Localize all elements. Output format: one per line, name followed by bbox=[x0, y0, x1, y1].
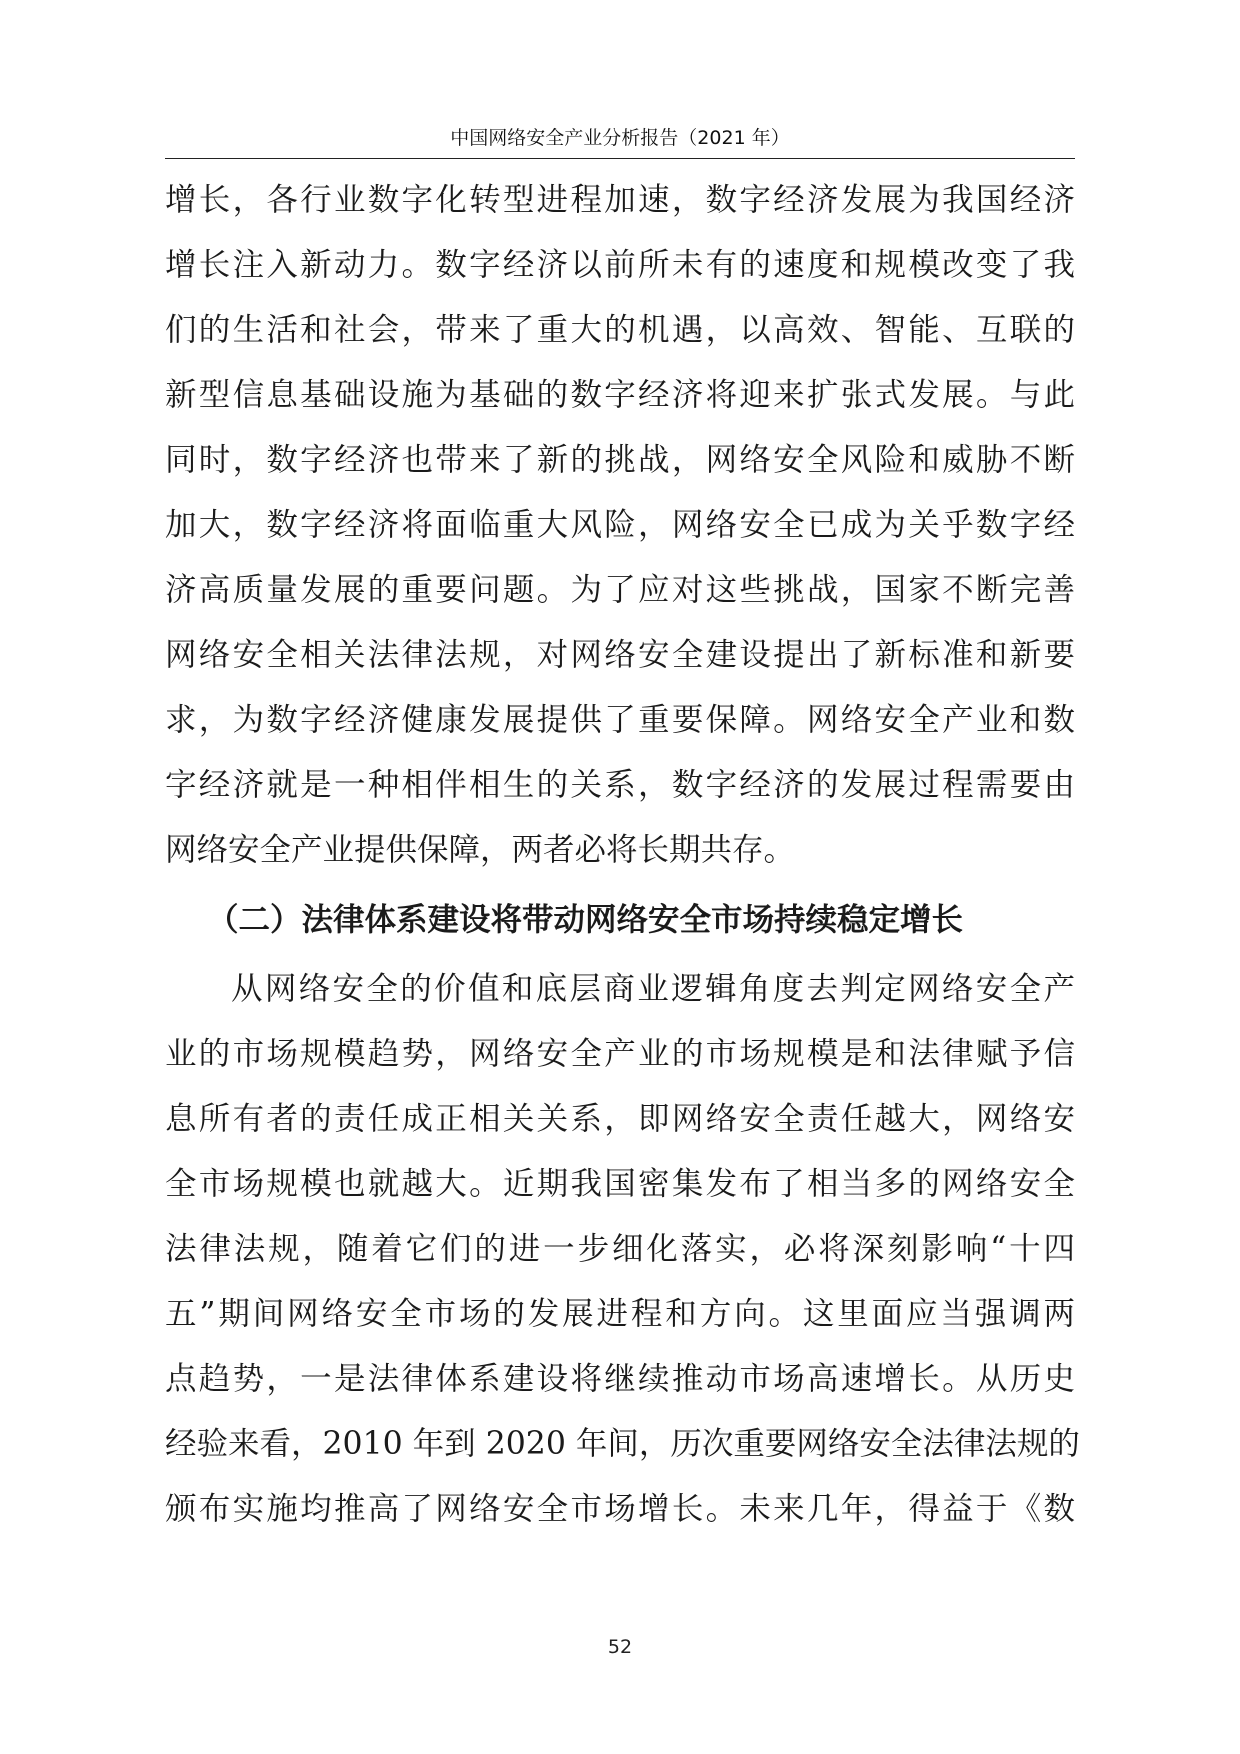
text-line: 济高质量发展的重要问题。为了应对这些挑战，国家不断完善 bbox=[165, 572, 1075, 608]
text-line: 们的生活和社会，带来了重大的机遇，以高效、智能、互联的 bbox=[165, 312, 1075, 348]
text-line: 从网络安全的价值和底层商业逻辑角度去判定网络安全产 bbox=[231, 971, 1075, 1007]
text-line: 求，为数字经济健康发展提供了重要保障。网络安全产业和数 bbox=[165, 702, 1075, 738]
text-line: 五”期间网络安全市场的发展进程和方向。这里面应当强调两 bbox=[165, 1296, 1075, 1332]
text-line: 颁布实施均推高了网络安全市场增长。未来几年，得益于《数 bbox=[165, 1491, 1075, 1527]
text-line: 增长，各行业数字化转型进程加速，数字经济发展为我国经济 bbox=[165, 182, 1075, 218]
text-line: 增长注入新动力。数字经济以前所未有的速度和规模改变了我 bbox=[165, 247, 1075, 283]
text-line: 加大，数字经济将面临重大风险，网络安全已成为关乎数字经 bbox=[165, 507, 1075, 543]
paragraph-1 bbox=[165, 168, 1075, 883]
text-line: 法律法规，随着它们的进一步细化落实，必将深刻影响“十四 bbox=[165, 1231, 1075, 1267]
text-line: 经验来看，2010 年到 2020 年间，历次重要网络安全法律法规的 bbox=[165, 1426, 1080, 1462]
text-line: 息所有者的责任成正相关关系，即网络安全责任越大，网络安 bbox=[165, 1101, 1075, 1137]
section-heading: （二）法律体系建设将带动网络安全市场持续稳定增长 bbox=[207, 902, 964, 938]
text-line: 字经济就是一种相伴相生的关系，数字经济的发展过程需要由 bbox=[165, 767, 1075, 803]
text-line: 全市场规模也就越大。近期我国密集发布了相当多的网络安全 bbox=[165, 1166, 1075, 1202]
text-line: 同时，数字经济也带来了新的挑战，网络安全风险和威胁不断 bbox=[165, 442, 1075, 478]
text-line: 网络安全相关法律法规，对网络安全建设提出了新标准和新要 bbox=[165, 637, 1075, 673]
page-body bbox=[165, 168, 1080, 1542]
running-header: 中国网络安全产业分析报告（2021 年） bbox=[165, 120, 1075, 159]
text-line: 网络安全产业提供保障，两者必将长期共存。 bbox=[165, 832, 796, 868]
text-line: 业的市场规模趋势，网络安全产业的市场规模是和法律赋予信 bbox=[165, 1036, 1075, 1072]
text-line: 新型信息基础设施为基础的数字经济将迎来扩张式发展。与此 bbox=[165, 377, 1075, 413]
page-number: 52 bbox=[607, 1636, 633, 1658]
paragraph-2 bbox=[165, 957, 1080, 1542]
text-line: 点趋势，一是法律体系建设将继续推动市场高速增长。从历史 bbox=[165, 1361, 1075, 1397]
